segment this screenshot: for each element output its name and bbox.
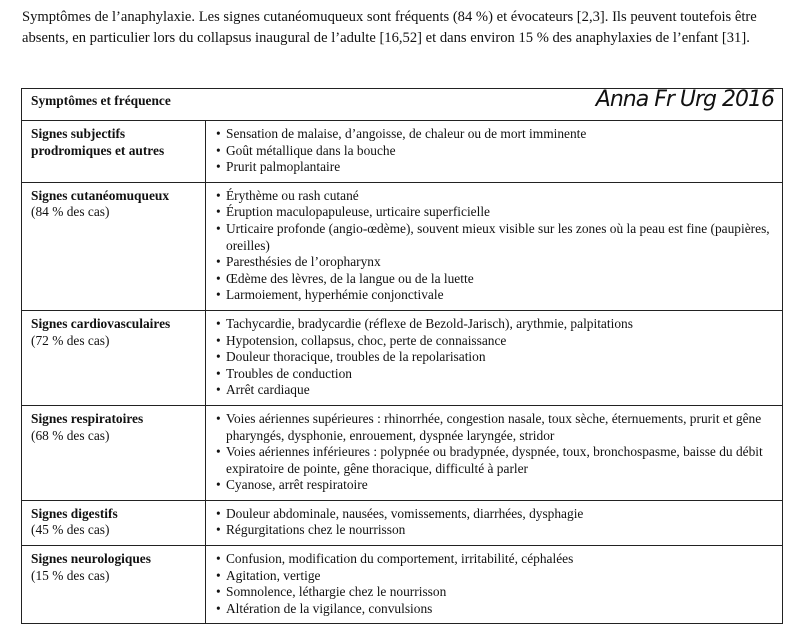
handwritten-signature: Anna Fr Urg 2016 xyxy=(595,87,774,112)
symptom-item: • Hypotension, collapsus, choc, perte de connaissance xyxy=(216,333,776,350)
symptom-item: • Larmoiement, hyperhémie conjonctivale xyxy=(216,287,776,304)
symptom-item: • Prurit palmoplantaire xyxy=(216,159,776,176)
symptom-list xyxy=(216,316,776,399)
symptom-list xyxy=(216,188,776,304)
symptoms-cell xyxy=(206,546,783,624)
category-name: Signes cutanéomuqueux xyxy=(31,187,170,203)
symptom-item: • Érythème ou rash cutané xyxy=(216,188,776,205)
category-frequency: (15 % des cas) xyxy=(31,567,110,583)
table-row xyxy=(22,500,783,545)
symptom-item: • Urticaire profonde (angio-œdème), souvent mieux visible sur les zones où la peau est fine (paupières, oreilles) xyxy=(216,221,776,254)
table-header-label: Symptômes et fréquence xyxy=(31,93,171,108)
category-name: Signes cardiovasculaires xyxy=(31,315,171,331)
category-cell xyxy=(22,121,206,183)
symptoms-cell xyxy=(206,500,783,545)
category-cell xyxy=(22,405,206,500)
intro-paragraph: Symptômes de l’anaphylaxie. Les signes cutanéomuqueux sont fréquents (84 %) et évocateurs [2,3]. Ils peuvent toutefois être absents, en particulier lors du collapsus inaugural de l’adulte [16,52] et dans environ 15 % des anaphylaxies de l’enfant [31]. xyxy=(22,9,757,46)
symptom-item: • Somnolence, léthargie chez le nourrisson xyxy=(216,584,776,601)
symptom-item: • Tachycardie, bradycardie (réflexe de Bezold-Jarisch), arythmie, palpitations xyxy=(216,316,776,333)
table-row xyxy=(22,546,783,624)
symptom-item: • Régurgitations chez le nourrisson xyxy=(216,522,776,539)
symptom-item: • Altération de la vigilance, convulsions xyxy=(216,601,776,618)
symptoms-cell xyxy=(206,121,783,183)
symptoms-cell xyxy=(206,182,783,310)
symptom-item: • Douleur thoracique, troubles de la repolarisation xyxy=(216,349,776,366)
symptom-item: • Goût métallique dans la bouche xyxy=(216,143,776,160)
category-cell xyxy=(22,310,206,405)
symptom-item: • Voies aériennes inférieures : polypnée ou bradypnée, dyspnée, toux, bronchospasme, baisse du débit expiratoire de pointe, gêne thoracique, difficulté à parler xyxy=(216,444,776,477)
table-row xyxy=(22,121,783,183)
category-frequency: (72 % des cas) xyxy=(31,332,110,348)
category-name: Signes subjectifs prodromiques et autres xyxy=(31,126,165,158)
symptom-item: • Éruption maculopapuleuse, urticaire superficielle xyxy=(216,204,776,221)
category-name: Signes neurologiques xyxy=(31,551,151,567)
category-cell xyxy=(22,546,206,624)
symptom-item: • Douleur abdominale, nausées, vomissements, diarrhées, dysphagie xyxy=(216,506,776,523)
symptom-list xyxy=(216,411,776,494)
category-frequency: (45 % des cas) xyxy=(31,522,110,538)
symptom-item: • Troubles de conduction xyxy=(216,366,776,383)
symptom-item: • Confusion, modification du comportement, irritabilité, céphalées xyxy=(216,551,776,568)
category-frequency: (84 % des cas) xyxy=(31,204,110,220)
table-header xyxy=(22,89,783,121)
symptom-item: • Œdème des lèvres, de la langue ou de la luette xyxy=(216,271,776,288)
table-row xyxy=(22,310,783,405)
symptom-list xyxy=(216,506,776,539)
symptoms-cell xyxy=(206,405,783,500)
symptom-item: • Paresthésies de l’oropharynx xyxy=(216,254,776,271)
symptom-list xyxy=(216,126,776,176)
category-name: Signes digestifs xyxy=(31,505,118,521)
symptom-list xyxy=(216,551,776,617)
symptoms-cell xyxy=(206,310,783,405)
symptom-item: • Agitation, vertige xyxy=(216,568,776,585)
symptom-item: • Arrêt cardiaque xyxy=(216,382,776,399)
table-row xyxy=(22,405,783,500)
symptom-item: • Cyanose, arrêt respiratoire xyxy=(216,477,776,494)
category-frequency: (68 % des cas) xyxy=(31,427,110,443)
symptoms-table xyxy=(21,88,783,624)
symptom-item: • Voies aériennes supérieures : rhinorrhée, congestion nasale, toux sèche, éternuements, prurit et gêne pharyngés, dysphonie, enrouement, dyspnée laryngée, stridor xyxy=(216,411,776,444)
symptom-item: • Sensation de malaise, d’angoisse, de chaleur ou de mort imminente xyxy=(216,126,776,143)
category-name: Signes respiratoires xyxy=(31,410,144,426)
table-row xyxy=(22,182,783,310)
category-cell xyxy=(22,500,206,545)
category-cell xyxy=(22,182,206,310)
